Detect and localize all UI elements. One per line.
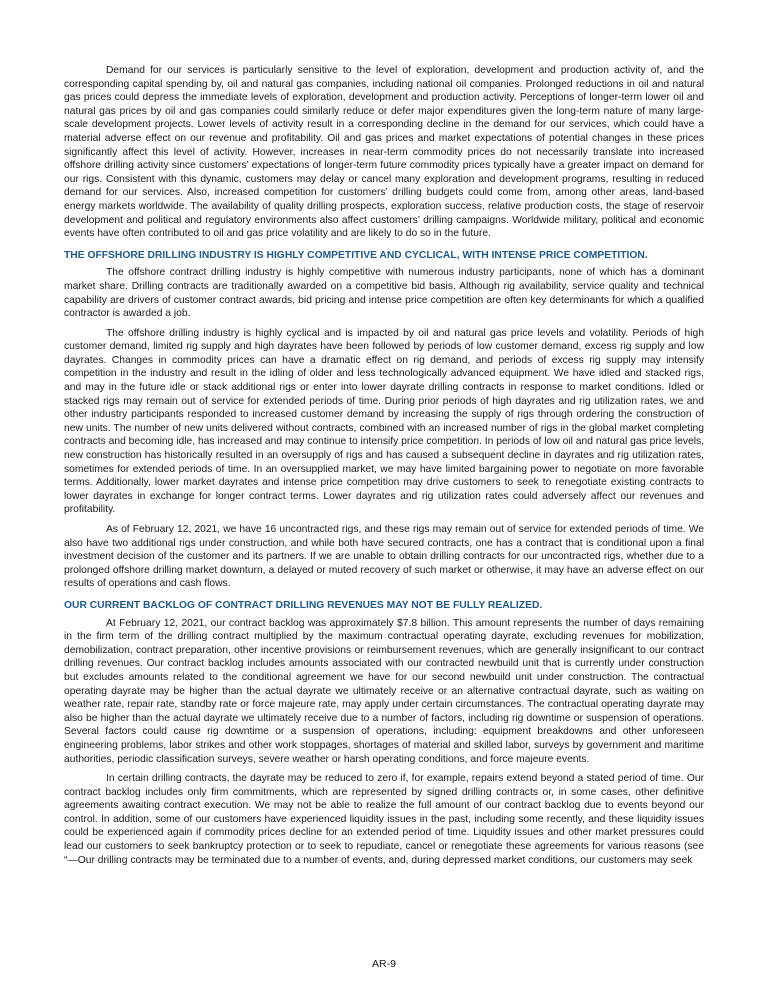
document-page [64,64,704,867]
paragraph-demand: Demand for our services is particularly sensitive to the level of exploration, development and production activity of, and the corresponding capital spending by, oil and natural gas companies, including national oil companies. Prolonged reductions in oil and natural gas prices could depress the immediate levels of exploration, development and production activity. Perceptions of longer-term lower oil and natural gas prices by oil and gas companies could similarly reduce or defer major expenditures given the long-term nature of many large-scale development projects. Lower levels of activity result in a corresponding decline in the demand for our services, which could have a material adverse effect on our revenue and profitability. Oil and gas prices and market expectations of potential changes in these prices significantly affect this level of activity. However, increases in near-term commodity prices do not necessarily translate into increased offshore drilling activity since customers’ expectations of longer-term future commodity prices typically have a greater impact on demand for our rigs. Consistent with this dynamic, customers may delay or cancel many exploration and development programs, resulting in reduced demand for our services. Also, increased competition for customers’ drilling budgets could come from, among other areas, land-based energy markets worldwide. The availability of quality drilling prospects, exploration success, relative production costs, the stage of reservoir development and political and regulatory environments also affect customers’ drilling campaigns. Worldwide military, political and economic events have often contributed to oil and gas price volatility and are likely to do so in the future. [64,65,704,240]
paragraph-uncontracted-rigs: As of February 12, 2021, we have 16 uncontracted rigs, and these rigs may remain out of service for extended periods of time. We also have two additional rigs under construction, and while both have secured contracts, one has a contract that is conditional upon a final investment decision of the customer and its partners. If we are unable to obtain drilling contracts for our uncontracted rigs, whether due to a prolonged offshore drilling market downturn, a delayed or muted recovery of such market or otherwise, it may have an adverse effect on our results of operations and cash flows. [64,524,704,590]
section-heading-backlog: OUR CURRENT BACKLOG OF CONTRACT DRILLING REVENUES MAY NOT BE FULLY REALIZED. [64,599,543,611]
paragraph-dayrate-reduction: In certain drilling contracts, the dayrate may be reduced to zero if, for example, repairs extend beyond a stated period of time. Our contract backlog includes only firm commitments, which are represented by signed drilling contracts or, in some cases, other definitive agreements awaiting contract execution. We may not be able to realize the full amount of our contract backlog due to events beyond our control. In addition, some of our customers have experienced liquidity issues in the past, including some recently, and these liquidity issues could be experienced again if commodity prices decline for an extended period of time. Liquidity issues and other market pressures could lead our customers to seek bankruptcy protection or to seek to repudiate, cancel or renegotiate these agreements for various reasons (see “—Our drilling contracts may be terminated due to a number of events, and, during depressed market conditions, our customers may seek [64,773,704,866]
paragraph-competitive: The offshore contract drilling industry is highly competitive with numerous industry participants, none of which has a dominant market share. Drilling contracts are traditionally awarded on a competitive bid basis. Although rig availability, service quality and technical capability are drivers of customer contract awards, bid pricing and intense price competition are often key determinants for which a qualified contractor is awarded a job. [64,267,704,320]
paragraph-backlog: At February 12, 2021, our contract backlog was approximately $7.8 billion. This amount represents the number of days remaining in the firm term of the drilling contract multiplied by the maximum contractual operating dayrate, excluding revenues for mobilization, demobilization, contract preparation, other incentive provisions or reimbursement revenues, which are generally insignificant to our contract drilling revenues. Our contract backlog includes amounts associated with our contracted newbuild unit that is currently under construction but excludes amounts related to the conditional agreement we have for our second newbuild unit under construction. The contractual operating dayrate may be higher than the actual dayrate we ultimately receive or an alternative contractual dayrate, such as waiting on weather rate, repair rate, standby rate or force majeure rate, may apply under certain circumstances. The contractual operating dayrate may also be higher than the actual dayrate we ultimately receive due to a number of factors, including rig downtime or suspension of operations. Several factors could cause rig downtime or a suspension of operations, including: equipment breakdowns and other unforeseen engineering problems, labor strikes and other work stoppages, shortages of material and skilled labor, surveys by government and maritime authorities, periodic classification surveys, severe weather or harsh operating conditions, and force majeure events. [64,617,704,765]
paragraph-cyclical: The offshore drilling industry is highly cyclical and is impacted by oil and natural gas price levels and volatility. Periods of high customer demand, limited rig supply and high dayrates have been followed by periods of low customer demand, excess rig supply and low dayrates. Changes in commodity prices can have a dramatic effect on rig demand, and periods of excess rig supply may intensify competition in the industry and result in the idling of older and less technologically advanced equipment. We have idled and stacked rigs, and may in the future idle or stack additional rigs or enter into lower dayrate drilling contracts in response to market conditions. Idled or stacked rigs may remain out of service for extended periods of time. During prior periods of high dayrates and rig utilization rates, we and other industry participants responded to increased customer demand by increasing the supply of rigs through ordering the construction of new units. The number of new units delivered without contracts, combined with an increased number of rigs in the global market completing contracts and becoming idle, has increased and may continue to intensify price competition. In periods of low oil and natural gas price levels, new construction has historically resulted in an oversupply of rigs and has caused a subsequent decline in dayrates and rig utilization rates, sometimes for extended periods of time. In an oversupplied market, we may have limited bargaining power to negotiate on more favorable terms. Additionally, lower market dayrates and intense price competition may drive customers to seek to renegotiate existing contracts to lower dayrates in exchange for longer contract terms. Lower dayrates and rig utilization rates could adversely affect our revenues and profitability. [64,327,704,516]
section-heading-competition: THE OFFSHORE DRILLING INDUSTRY IS HIGHLY COMPETITIVE AND CYCLICAL, WITH INTENSE PRICE COMPETITION. [64,249,648,261]
page-number: AR-9 [372,958,396,970]
